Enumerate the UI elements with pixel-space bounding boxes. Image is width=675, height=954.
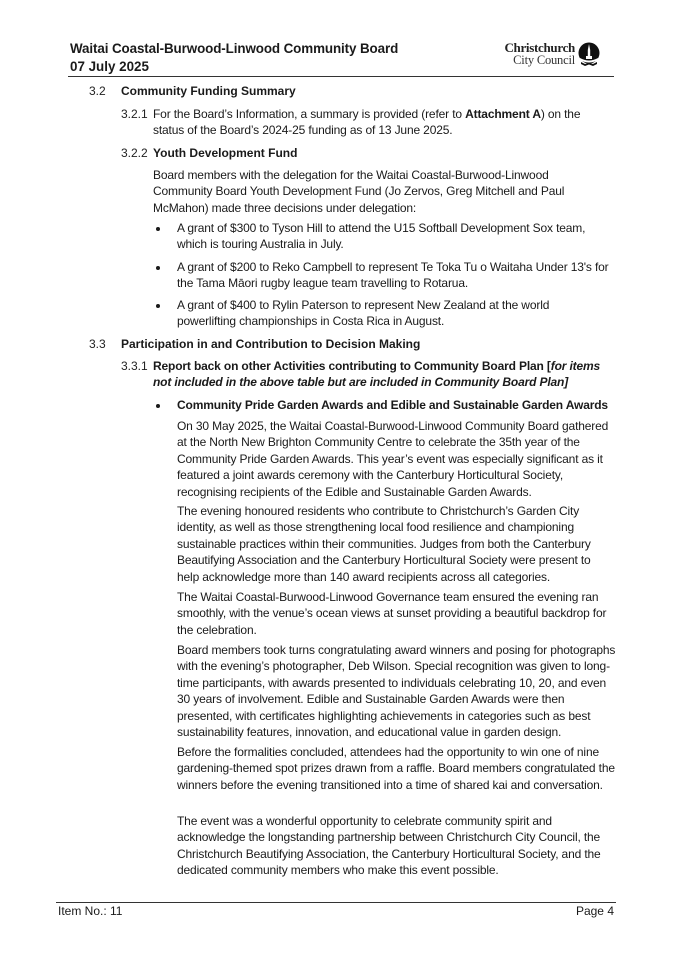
section-number: 3.2: [89, 84, 106, 98]
youth-fund-intro: Board members with the delegation for the Waitai Coastal-Burwood-Linwood Community Board Youth Development Fund (Jo Zervos, Greg Mitchell and Paul McMahon) made three decisions under delegation:: [153, 168, 565, 215]
page-footer: [56, 902, 616, 921]
body-paragraph: On 30 May 2025, the Waitai Coastal-Burwood-Linwood Community Board gathered at the North New Brighton Community Centre to celebrate the 35th year of the Community Pride Garden Awards. This year’s event was especially significant as it featured a joint awards ceremony with the Canterbury Horticultural Society, recognising recipients of the Edible and Sustainable Garden Awards.: [177, 419, 609, 499]
body-paragraph: Board members took turns congratulating award winners and posing for photographs with the evening’s photographer, Deb Wilson. Special recognition was given to long-time participants, with awards presented to individuals celebrating 10, 20, and even 30 years of involvement. Edible and Sustainable Garden Awards were then presented, with certificates highlighting achievements in categories such as best sustainability features, innovation, and educational value in garden design.: [177, 643, 616, 740]
subsection-heading: Youth Development Fund: [153, 146, 298, 160]
grant-item: A grant of $400 to Rylin Paterson to represent New Zealand at the world powerlifting championships in Costa Rica in August.: [177, 298, 550, 329]
body-paragraph: Before the formalities concluded, attendees had the opportunity to win one of nine gardening-themed spot prizes drawn from a raffle. Board members congratulated the winners before the evening transitioned into a time of shared kai and conversation.: [177, 745, 615, 792]
subsection-number: 3.3.1: [121, 359, 148, 373]
body-paragraph: The Waitai Coastal-Burwood-Linwood Governance team ensured the evening ran smoothly, with the venue’s ocean views at sunset providing a beautiful backdrop for the celebration.: [177, 590, 607, 637]
section-heading: Community Funding Summary: [121, 84, 296, 98]
funding-summary-paragraph: [153, 106, 613, 139]
meeting-date: 07 July 2025: [70, 59, 149, 74]
board-title: Waitai Coastal-Burwood-Linwood Community Board: [70, 41, 399, 56]
council-logo: [504, 42, 600, 66]
garden-awards-heading: Community Pride Garden Awards and Edible and Sustainable Garden Awards: [177, 398, 608, 412]
subsection-number: 3.2.1: [121, 107, 148, 121]
report-back-heading: [153, 358, 608, 391]
bullet-icon: [156, 304, 160, 308]
heading-italic-text: for items not included in the above table but are included in Community Board Plan]: [153, 359, 601, 390]
bullet-icon: [156, 266, 160, 270]
page-header: [68, 40, 614, 77]
page-number: Page 4: [575, 904, 614, 918]
logo-line-1: Christchurch: [504, 40, 575, 55]
grant-item: A grant of $200 to Reko Campbell to represent Te Toka Tu o Waitaha Under 13's for the Tama Māori rugby league team travelling to Rotarua.: [177, 260, 609, 291]
section-heading: Participation in and Contribution to Decision Making: [121, 337, 421, 351]
grant-item: A grant of $300 to Tyson Hill to attend the U15 Softball Development Sox team, which is touring Australia in July.: [177, 221, 586, 252]
bullet-icon: [156, 227, 160, 231]
cathedral-emblem-icon: [578, 42, 600, 66]
body-paragraph: The event was a wonderful opportunity to celebrate community spirit and acknowledge the longstanding partnership between Christchurch City Council, the Christchurch Beautifying Association, the Canterbury Horticultural Society, and the dedicated community members who make this event possible.: [177, 814, 601, 878]
text: For the Board’s Information, a summary is provided (refer to: [153, 107, 466, 121]
heading-bold-text: Report back on other Activities contributing to Community Board Plan [: [153, 359, 551, 373]
attachment-a-reference: Attachment A: [465, 107, 541, 121]
logo-text: [504, 42, 575, 66]
logo-line-2: City Council: [513, 53, 575, 67]
item-number: Item No.: 11: [58, 904, 123, 918]
subsection-number: 3.2.2: [121, 146, 148, 160]
section-number: 3.3: [89, 337, 106, 351]
bullet-icon: [156, 404, 160, 408]
body-paragraph: The evening honoured residents who contribute to Christchurch’s Garden City identity, as well as those strengthening local food resilience and championing sustainable practices within their communities. Judges from both the Canterbury Beautifying Association and the Canterbury Horticultural Society were present to help acknowledge more than 140 award recipients across all categories.: [177, 504, 591, 584]
text: ) on the status of the Board’s 2024-25 funding as of 13 June 2025.: [153, 107, 581, 138]
